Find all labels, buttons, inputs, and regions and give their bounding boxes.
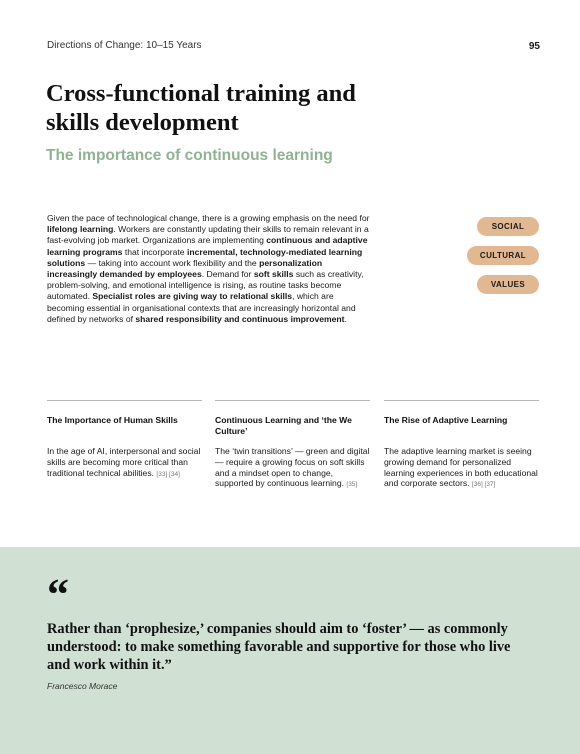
column-adaptive-learning [384, 400, 539, 491]
tag-values: VALUES [477, 275, 539, 294]
tag-cultural: CULTURAL [467, 246, 539, 265]
page-header [47, 40, 540, 54]
column-title: The Importance of Human Skills [47, 415, 178, 425]
column-human-skills [47, 400, 202, 480]
column-references: [33] [34] [156, 470, 180, 478]
quote-panel [0, 547, 580, 754]
column-title: Continuous Learning and ‘the We Culture’ [215, 415, 352, 436]
column-title: The Rise of Adaptive Learning [384, 415, 508, 425]
quote-text: Rather than ‘prophesize,’ companies should aim to ‘foster’ — as commonly understood: to make something favorable and supportive for those who live and work within it.” [47, 621, 511, 673]
running-header-title: Directions of Change: 10–15 Years [47, 40, 202, 51]
page-subtitle: The importance of continuous learning [46, 147, 333, 164]
column-text: The ‘twin transitions’ — green and digital — require a growing focus on soft skills and a mindset open to change, supported by continuous learning. [35] [215, 446, 370, 489]
column-text: The adaptive learning market is seeing growing demand for personalized learning experiences in both educational and corporate sectors. [36] [37] [384, 446, 538, 489]
page-title: Cross-functional training and skills development [46, 80, 356, 136]
column-continuous-learning [215, 400, 370, 491]
quote-author: Francesco Morace [47, 681, 118, 691]
column-references: [36] [37] [471, 481, 496, 489]
key-points-columns [47, 400, 539, 510]
tag-social: SOCIAL [477, 217, 539, 236]
column-references: [35] [346, 481, 358, 489]
column-text: In the age of AI, interpersonal and social skills are becoming more critical than traditional technical abilities. [33] [34] [47, 446, 201, 478]
quote-mark-icon: “ [47, 570, 69, 619]
category-tags [459, 217, 539, 304]
page-number: 95 [528, 41, 540, 52]
intro-paragraph: Given the pace of technological change, there is a growing emphasis on the need for lifelong learning. Workers are constantly updating their skills to remain relevant in a fast-evolving job market. Organizations are implementing continuous and adaptive learning programs that incorporate incremental, technology-mediated learning solutions — taking into account work flexibility and the personalization increasingly demanded by employees. Demand for soft skills such as creativity, problem-solving, and emotional intelligence is rising, as routine tasks become automated. Specialist roles are giving way to relational skills, which are becoming essential in organisational contexts that are increasingly horizontal and defined by networks of shared responsibility and continuous improvement. [47, 213, 370, 324]
